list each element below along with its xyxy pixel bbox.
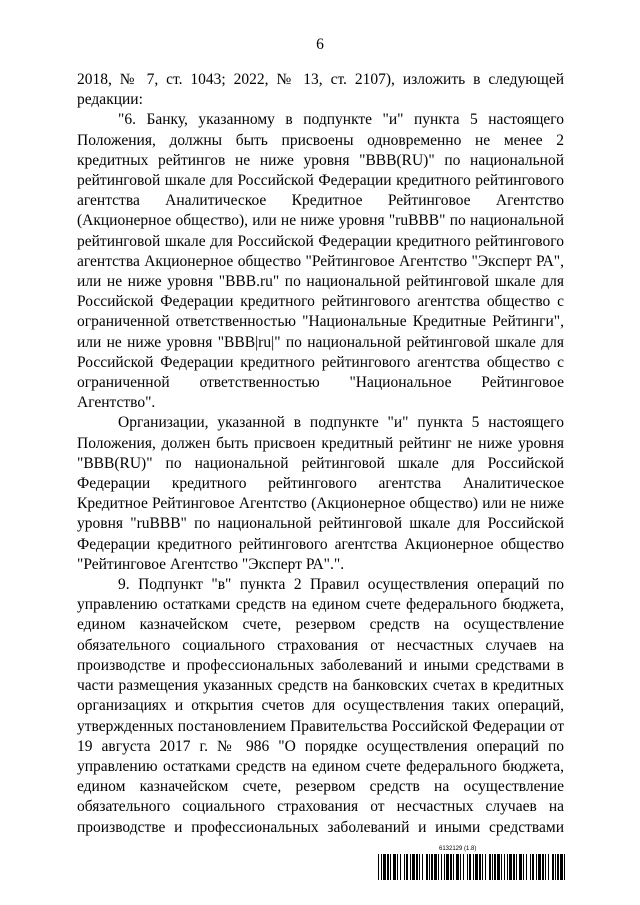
page-number: 6 [316, 36, 324, 53]
paragraph-continuation: 2018, № 7, ст. 1043; 2022, № 13, ст. 2107), изложить в следующей редакции: [77, 71, 564, 109]
barcode-icon [378, 854, 566, 880]
document-body [77, 70, 564, 838]
barcode-block [378, 846, 566, 884]
paragraph-organization: Организации, указанной в подпункте "и" пункта 5 настоящего Положения, должен быть присвоен кредитный рейтинг не ниже уровня "BBB(RU)" по национальной рейтинговой шкале для Российской Федерации кредитного рейтингового агентства Аналитическое Кредитное Рейтинговое Агентство (Акционерное общество) или не ниже уровня "ruBBB" по национальной рейтинговой шкале для Российской Федерации кредитного рейтингового агентства Акционерное общество "Рейтинговое Агентство "Эксперт РА".". [77, 414, 564, 573]
barcode-label: 6132129 (1.8) [439, 846, 477, 852]
paragraph-point-6: "6. Банку, указанному в подпункте "и" пункта 5 настоящего Положения, должны быть присвоены одновременно не менее 2 кредитных рейтингов не ниже уровня "BBB(RU)" по национальной рейтинговой шкале для Российской Федерации кредитного рейтингового агентства Аналитическое Кредитное Рейтинговое Агентство (Акционерное общество), или не ниже уровня "ruBBB" по национальной рейтинговой шкале для Российской Федерации кредитного рейтингового агентства Акционерное общество "Рейтинговое Агентство "Эксперт РА", или не ниже уровня "BBB.ru" по национальной рейтинговой шкале для Российской Федерации кредитного рейтингового агентства общество с ограниченной ответственностью "Национальные Кредитные Рейтинги", или не ниже уровня "BBB|ru|" по национальной рейтинговой шкале для Российской Федерации кредитного рейтингового агентства общество с ограниченной ответственностью "Национальное Рейтинговое Агентство". [77, 111, 564, 412]
paragraph-point-9: 9. Подпункт "в" пункта 2 Правил осуществления операций по управлению остатками средств на едином счете федерального бюджета, едином казначейском счете, резервом средств на осуществление обязательного социального страхования от несчастных случаев на производстве и профессиональных заболеваний и иными средствами в части размещения указанных средств на банковских счетах в кредитных организациях и открытия счетов для осуществления таких операций, утвержденных постановлением Правительства Российской Федерации от 19 августа 2017 г. № 986 "О порядке осуществления операций по управлению остатками средств на едином счете федерального бюджета, едином казначейском счете, резервом средств на осуществление обязательного социального страхования от несчастных случаев на производстве и профессиональных заболеваний и иными средствами [77, 576, 564, 836]
